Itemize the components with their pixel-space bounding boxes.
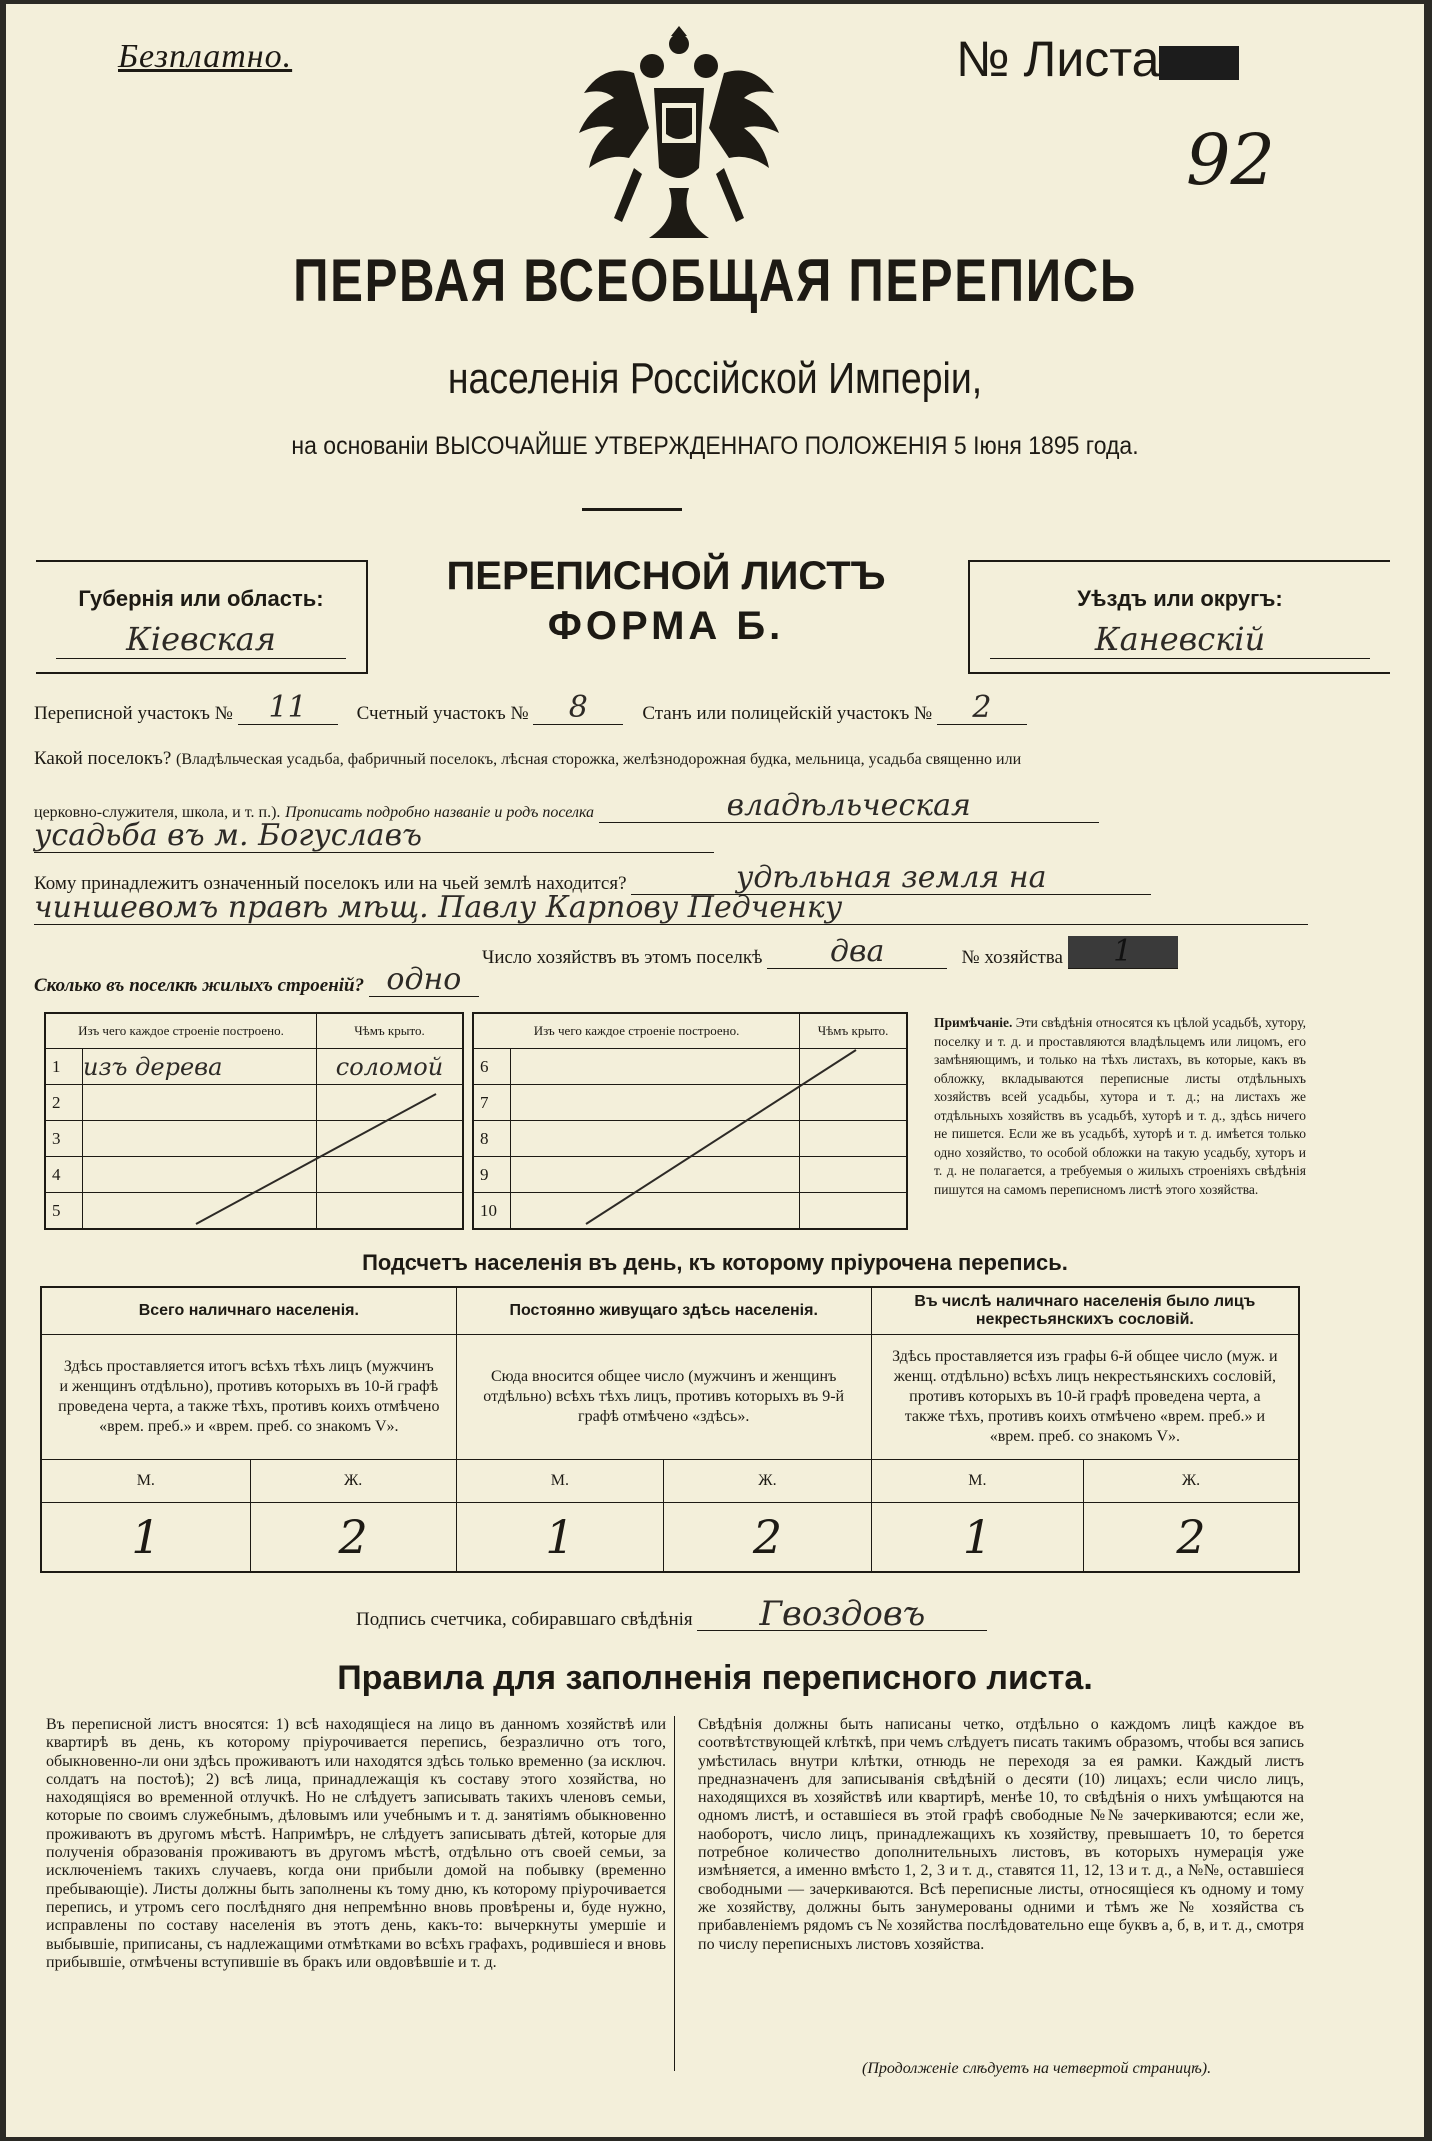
buildings-value: одно <box>369 964 479 997</box>
buildings-line <box>34 964 479 997</box>
col-roof-header: Чѣмъ крыто. <box>800 1013 907 1049</box>
household-no-value: 1 <box>1068 936 1178 969</box>
buildings-question: Сколько въ поселкѣ жилыхъ строеній? <box>34 975 365 996</box>
female-label: Ж. <box>1083 1460 1299 1503</box>
signature-label: Подпись счетчика, собиравшаго свѣдѣнія <box>356 1609 693 1630</box>
handwritten-sheet-number: 92 <box>1186 119 1276 201</box>
row-number: 6 <box>473 1049 511 1085</box>
form-subtitle: ФОРМА Б. <box>547 604 785 648</box>
owner-value-2: чиншевомъ правѣ мѣщ. Павлу Карпову Педченку <box>34 892 1308 925</box>
census-sheet <box>6 4 1424 2137</box>
settlement-value-line <box>34 820 714 853</box>
district-box <box>968 560 1390 674</box>
stan-value: 2 <box>937 692 1027 725</box>
total-female-value: 2 <box>250 1503 456 1573</box>
row-number: 7 <box>473 1085 511 1121</box>
title-sub: населенія Россійской Имперіи, <box>447 354 983 403</box>
settlement-hint: (Владѣльческая усадьба, фабричный поселокъ, лѣсная сторожка, желѣзнодорожная будка, мельница, усадьба священно или <box>176 751 1022 768</box>
note-title: Примѣчаніе. <box>934 1015 1013 1030</box>
col-nonpeasant-desc: Здѣсь проставляется изъ графы 6-й общее число (муж. и женщ. отдѣльно) всѣхъ лицъ некрестьянскихъ сословій, противъ которыхъ въ 10-й графѣ проведена черта, а также тѣхъ, противъ коихъ отмѣчено «врем. преб.» и «врем. преб. со знакомъ V». <box>871 1335 1299 1460</box>
count-district-value: 8 <box>533 692 623 725</box>
settlement-value-1: владѣльческая <box>599 790 1099 823</box>
stan-label: Станъ или полицейскій участокъ № <box>642 703 933 724</box>
row-number: 5 <box>45 1193 83 1230</box>
rules-divider <box>674 1716 675 2071</box>
rules-title: Правила для заполненія переписного листа. <box>337 1659 1093 1697</box>
census-district-value: 11 <box>238 692 338 725</box>
population-title: Подсчетъ населенія въ день, къ которому пріурочена перепись. <box>362 1250 1068 1275</box>
col-material-header: Изъ чего каждое строеніе построено. <box>45 1013 316 1049</box>
owner-value-line <box>34 892 1308 925</box>
rules-continued: (Продолженіе слѣдуетъ на четвертой страницѣ). <box>862 2060 1212 2077</box>
permanent-female-value: 2 <box>664 1503 872 1573</box>
redacted-block <box>1159 46 1239 80</box>
col-total-header: Всего наличнаго населенія. <box>41 1287 456 1335</box>
nonpeasant-female-value: 2 <box>1083 1503 1299 1573</box>
strike-line-right <box>566 1044 866 1234</box>
row-material: изъ дерева <box>83 1049 317 1085</box>
double-headed-eagle-emblem <box>574 18 784 248</box>
household-no-label: № хозяйства <box>961 947 1063 968</box>
district-label: Уѣздъ или округъ: <box>1077 586 1283 611</box>
households-value: два <box>767 936 947 969</box>
settlement-hint-2: церковно-служителя, школа, и т. п.). <box>34 804 281 821</box>
population-table <box>40 1286 1300 1573</box>
rules-right-column: Свѣдѣнія должны быть написаны четко, отдѣльно о каждомъ лицѣ каждое въ соотвѣтствующей клѣткѣ, при чемъ слѣдуетъ писать такимъ образомъ, чтобы вся запись умѣстилась внутри клѣтки, отнюдь не переходя за ея рамки. Каждый листъ предназначенъ для записыванія свѣдѣній о десяти (10) лицахъ; если число лицъ, находящихся въ хозяйствѣ или квартирѣ, менѣе 10, то свѣдѣнія о нихъ умѣщаются на одномъ листѣ, и оставшіеся въ этой графѣ свободные №№ зачеркиваются; если же, наоборотъ, число лицъ, принадлежащихъ къ хозяйству, превышаетъ 10, то берется потребное количество дополнительныхъ листовъ, въ которыхъ нумерація уже измѣняется, а именно вмѣсто 1, 2, 3 и т. д., ставятся 11, 12, 13 и т. д., а №№, оставшіеся свободными — зачеркиваются. Всѣ переписные листы, относящіеся къ одному и тому же хозяйству, должны быть занумерованы одними и тѣмъ же № хозяйства съ прибавленіемъ рядомъ съ № хозяйства послѣдовательно еще буквъ а, б, в, и т. д., смотря по числу переписныхъ листовъ хозяйства. <box>698 1716 1304 1953</box>
col-permanent-desc: Сюда вносится общее число (мужчинъ и женщинъ отдѣльно) всѣхъ тѣхъ лицъ, противъ которыхъ въ 9-й графѣ отмѣчено «здѣсь». <box>456 1335 871 1460</box>
permanent-male-value: 1 <box>456 1503 664 1573</box>
owner-value-1: удѣльная земля на <box>631 862 1151 895</box>
signature-line <box>356 1594 987 1634</box>
male-label: М. <box>456 1460 664 1503</box>
province-label: Губернія или область: <box>78 586 324 611</box>
title-basis: на основаніи ВЫСОЧАЙШЕ УТВЕРЖДЕННАГО ПОЛОЖЕНІЯ 5 Іюня 1895 года. <box>291 432 1139 460</box>
male-label: М. <box>41 1460 250 1503</box>
free-label: Безплатно. <box>118 38 293 75</box>
row-number: 1 <box>45 1049 83 1085</box>
nonpeasant-male-value: 1 <box>871 1503 1083 1573</box>
row-number: 8 <box>473 1121 511 1157</box>
districts-line <box>34 692 1027 725</box>
settlement-value-2: усадьба въ м. Богуславъ <box>34 820 714 853</box>
male-label: М. <box>871 1460 1083 1503</box>
col-nonpeasant-header: Въ числѣ наличнаго населенія было лицъ некрестьянскихъ сословій. <box>871 1287 1299 1335</box>
note-text: Эти свѣдѣнія относятся къ цѣлой усадьбѣ, хутору, поселку и т. д. и проставляются владѣльцемъ или лицомъ, его замѣняющимъ, и только на тѣхъ листахъ, въ которые, какъ въ обложку, вкладываются переписные листы отдѣльныхъ хозяйствъ всей усадьбы, хутора и т. д.; на листахъ же отдѣльныхъ хозяйствъ въ усадьбѣ, хуторѣ и т. д., здѣсь ничего не пишется. Если же въ усадьбѣ, хуторѣ и т. д. имѣется только одно хозяйство, то особой обложки на такую усадьбу, хуторъ и т. д. не полагается, а требуемыя о жилыхъ строеніяхъ свѣдѣнія пишутся на самомъ переписномъ листѣ этого хозяйства. <box>934 1015 1306 1197</box>
strike-line-left <box>186 1084 446 1234</box>
settlement-instruction: Прописать подробно названіе и родъ поселка <box>285 804 595 821</box>
settlement-question-line <box>34 748 1021 770</box>
col-total-desc: Здѣсь проставляется итогъ всѣхъ тѣхъ лицъ (мужчинъ и женщинъ отдѣльно), противъ которыхъ въ 10-й графѣ проведена черта, а также тѣхъ, противъ коихъ отмѣчено «врем. преб.» и «врем. преб. со знакомъ V». <box>41 1335 456 1460</box>
province-box <box>36 560 368 674</box>
form-title: ПЕРЕПИСНОЙ ЛИСТЪ <box>446 554 886 598</box>
signature-value: Гвоздовъ <box>697 1598 987 1631</box>
rules-left-column: Въ переписной листъ вносятся: 1) всѣ находящіеся на лицо въ данномъ хозяйствѣ или квартирѣ въ день, къ которому пріурочивается перепись, безразлично отъ того, обыкновенно-ли они здѣсь проживаютъ или находятся здѣсь только временно (за исключ. солдатъ на постоѣ); 2) всѣ лица, принадлежащія къ составу этого хозяйства, но находящіяся во временной отлучкѣ. Но не слѣдуетъ записывать такихъ членовъ семьи, которые по своимъ служебнымъ, дѣловымъ или учебнымъ и т. д. занятіямъ обыкновенно проживаютъ въ другомъ мѣстѣ. Напримѣръ, не слѣдуетъ записывать дѣтей, которые для полученія образованія проживаютъ въ другомъ мѣстѣ, отдѣльно отъ своей семьи, за исключеніемъ такихъ случаевъ, когда они прибыли домой на побывку (временно пребывающіе). Листы должны быть заполнены къ тому дню, къ которому пріурочивается перепись, и утромъ сего послѣдняго дня непремѣнно вновь провѣрены и, буде нужно, исправлены по составу населенія въ этотъ день, какъ-то: вычеркнуты умершіе и выбывшіе, приписаны, съ надлежащими отмѣтками во всѣхъ графахъ, родившіеся и вновь прибывшіе, отмѣчены вступившіе въ бракъ или овдовѣвшіе и т. д. <box>46 1716 666 1971</box>
households-line <box>482 936 1178 969</box>
row-number: 3 <box>45 1121 83 1157</box>
col-permanent-header: Постоянно живущаго здѣсь населенія. <box>456 1287 871 1335</box>
col-material-header: Изъ чего каждое строеніе построено. <box>473 1013 800 1049</box>
note <box>934 1014 1306 1199</box>
row-number: 2 <box>45 1085 83 1121</box>
total-male-value: 1 <box>41 1503 250 1573</box>
female-label: Ж. <box>250 1460 456 1503</box>
owner-question: Кому принадлежитъ означенный поселокъ или на чьей землѣ находится? <box>34 873 627 894</box>
province-value: Кіевская <box>56 620 346 659</box>
row-number: 10 <box>473 1193 511 1230</box>
title-divider <box>582 508 682 511</box>
households-label: Число хозяйствъ въ этомъ поселкѣ <box>482 947 763 968</box>
sheet-number <box>956 30 1239 88</box>
census-district-label: Переписной участокъ № <box>34 703 233 724</box>
settlement-question: Какой поселокъ? <box>34 748 172 769</box>
sheet-number-label: № Листа <box>956 31 1160 87</box>
table-row <box>45 1049 463 1085</box>
district-value: Каневскій <box>990 620 1370 659</box>
count-district-label: Счетный участокъ № <box>356 703 529 724</box>
title-main: ПЕРВАЯ ВСЕОБЩАЯ ПЕРЕПИСЬ <box>293 247 1137 314</box>
col-roof-header: Чѣмъ крыто. <box>316 1013 463 1049</box>
row-number: 4 <box>45 1157 83 1193</box>
row-roof: соломой <box>316 1049 463 1085</box>
female-label: Ж. <box>664 1460 872 1503</box>
row-number: 9 <box>473 1157 511 1193</box>
